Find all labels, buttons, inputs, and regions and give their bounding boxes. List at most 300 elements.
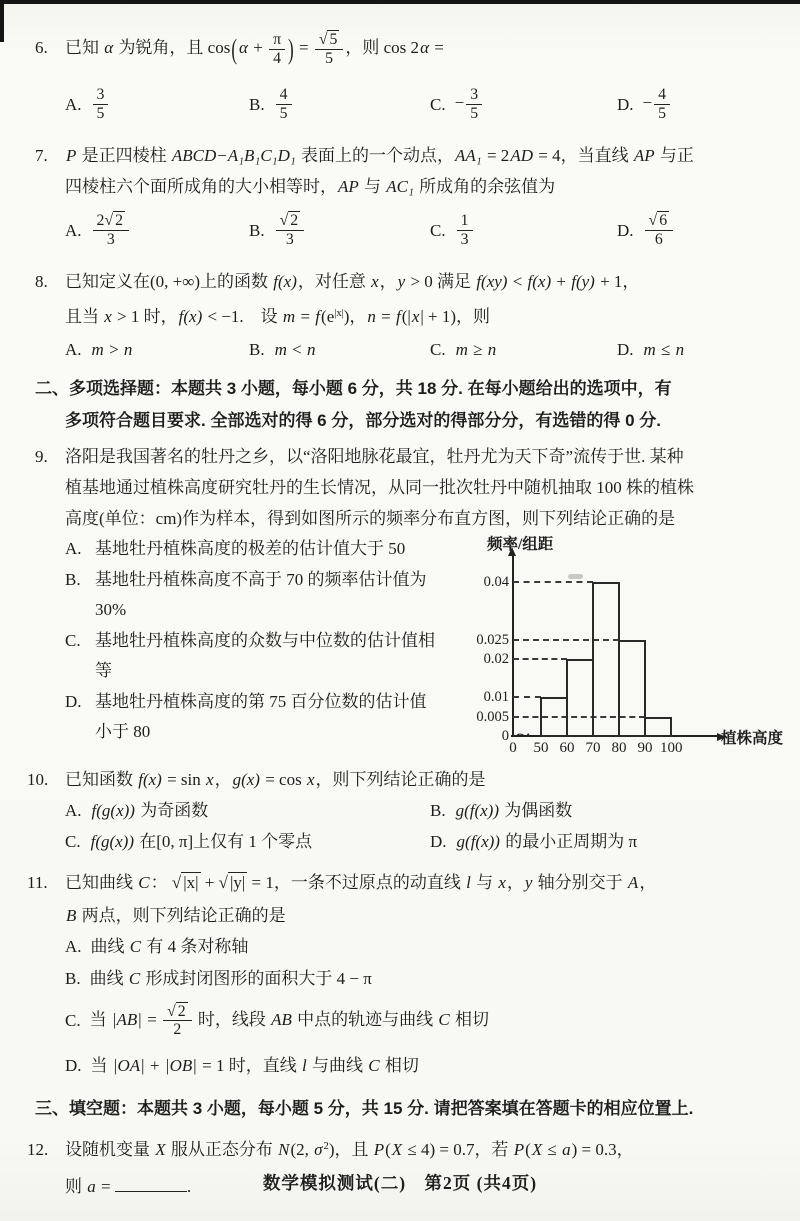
math-tx: ≤ (656, 339, 675, 359)
math-tx: ， (506, 872, 524, 892)
scan-edge-left (0, 0, 4, 42)
math-it: n (306, 339, 316, 359)
option-label: A. (65, 220, 82, 240)
math-it: AB (271, 1009, 292, 1029)
math-it: f(x) (138, 769, 162, 789)
question-10 (27, 764, 800, 857)
math-rad: |y| (229, 872, 246, 892)
math-tx: 已知曲线 (65, 872, 138, 892)
option-value (456, 826, 638, 857)
math-frac (645, 212, 674, 248)
math-tx: = sin (162, 769, 206, 789)
math-fd (93, 105, 109, 123)
math-tx: ， (639, 872, 657, 892)
math-it: x (104, 306, 112, 326)
math-tx: > (104, 339, 123, 359)
math-it: x (498, 872, 506, 892)
chart-xtick-label: 100 (660, 739, 683, 756)
math-tx: ( (385, 1139, 391, 1159)
question-6-options (65, 76, 800, 132)
math-it: x (411, 306, 420, 326)
math-it: m (643, 339, 656, 359)
chart-xtick-label: 80 (611, 739, 627, 756)
math-it: AP (338, 177, 359, 197)
question-stem (65, 1129, 634, 1168)
math-it: C (129, 936, 142, 956)
math-bigp: ( (231, 33, 238, 65)
question-number: 9. (35, 446, 48, 466)
math-tx: 设随机变量 (65, 1139, 155, 1159)
option-a (65, 76, 249, 132)
math-it: a (562, 1139, 571, 1159)
math-fd (654, 105, 670, 123)
option-value (643, 334, 686, 365)
math-it: C (128, 968, 141, 988)
math-it: y (397, 272, 406, 292)
math-tx: 与 (471, 872, 498, 892)
math-tx: 与 (359, 177, 386, 197)
math-tx: ≥ (468, 339, 487, 359)
question-6-stem-line (35, 22, 800, 76)
section-3-header (35, 1093, 800, 1125)
chart-ytick-label: 0 (501, 727, 509, 744)
question-7-options (65, 202, 800, 258)
math-tx: 5 (470, 104, 479, 122)
math-it: A (627, 872, 639, 892)
math-rsign: √ (104, 211, 114, 229)
math-tx: 中点的轨迹与曲线 (292, 1009, 438, 1029)
math-tx: )， (343, 306, 367, 326)
math-tx: ， (379, 272, 397, 292)
option-a (65, 534, 441, 564)
option-label: B. (65, 968, 81, 988)
question-number: 10. (27, 769, 49, 789)
option-value (90, 1003, 489, 1039)
option-b (65, 963, 800, 995)
math-fd (276, 231, 305, 249)
math-it: g(x) (232, 769, 260, 789)
math-tx: 2 (96, 211, 105, 229)
math-tx: = 1，一条不过原点的动直线 (247, 872, 466, 892)
math-tx: (e (321, 306, 335, 326)
math-tx: 时，线段 (193, 1009, 271, 1029)
math-tx: 是正四棱柱 (77, 146, 171, 166)
question-number: 8. (35, 272, 48, 292)
question-stem: 洛阳是我国著名的牡丹之乡，以“洛阳地脉花最宜，牡丹尤为天下奇”流传于世. 某种 (65, 446, 684, 466)
math-tx: | + 1)，则 (420, 306, 491, 326)
math-it: C (138, 872, 150, 892)
math-tx: 表面上的一个动点， (296, 146, 455, 166)
math-fn (93, 86, 109, 105)
math-tx: − (642, 92, 653, 112)
math-frac (269, 31, 285, 67)
math-it: l (466, 872, 471, 892)
section-2-header-line: 多项符合题目要求. 全部选对的得 6 分，部分选对的得部分分，有选错的得 0 分. (65, 410, 661, 430)
math-tx: < (508, 272, 527, 292)
option-d (65, 1047, 800, 1085)
math-tx: ，则 cos 2 (345, 38, 420, 57)
math-rsign: √ (218, 872, 228, 892)
math-sqrt (104, 211, 125, 229)
math-rsign: √ (171, 872, 182, 892)
math-fn (276, 212, 305, 231)
question-number: 7. (35, 146, 48, 166)
math-fn (163, 1003, 192, 1022)
math-tx: ≤ 4) = 0.7，若 (403, 1139, 513, 1159)
math-sqrt (280, 211, 301, 229)
math-tx: 曲线 (90, 936, 129, 956)
question-7 (35, 140, 800, 258)
math-sqrt (319, 30, 340, 48)
math-fd (457, 231, 473, 249)
option-value (274, 334, 317, 365)
chart-gridline (513, 696, 541, 698)
math-tx: = (430, 38, 444, 57)
math-tx: = (296, 306, 315, 326)
option-value (643, 212, 676, 248)
math-it: f (396, 306, 401, 326)
math-it: C (438, 1009, 450, 1029)
math-it: l (302, 1055, 307, 1075)
option-label: A. (65, 339, 82, 359)
math-it: f (315, 306, 321, 326)
option-label: D. (430, 831, 447, 851)
math-tx: ，对任意 (297, 272, 371, 292)
math-tx: ( (525, 1139, 531, 1159)
math-it: n (487, 339, 497, 359)
option-value (91, 795, 209, 826)
option-d (617, 334, 800, 365)
option-c (65, 626, 441, 686)
question-8-options (65, 334, 800, 365)
math-it: AC₁ (386, 177, 414, 197)
math-it: f(x) (527, 272, 552, 292)
math-tx: 与曲线 (307, 1055, 368, 1075)
math-rsign: √ (167, 1002, 176, 1020)
chart-bar (540, 697, 568, 737)
math-tx: < (287, 339, 306, 359)
math-tx: 的最小正周期为 π (500, 831, 638, 851)
section-3-header-line: 三、填空题：本题共 3 小题，每小题 5 分，共 15 分. 请把答案填在答题卡的相应位置上. (35, 1098, 694, 1118)
math-it: a (87, 1176, 96, 1196)
math-fd (163, 1021, 192, 1039)
option-b (249, 76, 430, 132)
math-it: N (278, 1139, 290, 1159)
option-c (65, 995, 800, 1047)
question-7-stem-line (35, 140, 800, 171)
math-it: X (155, 1139, 166, 1159)
question-6 (35, 22, 800, 132)
math-it: x (371, 272, 379, 292)
math-tx: + (145, 1055, 164, 1075)
math-tx: 四棱柱六个面所成角的大小相等时， (65, 177, 337, 197)
math-tx: = 2 (482, 146, 510, 166)
option-label: A. (65, 94, 82, 114)
option-a (65, 334, 249, 365)
option-b (249, 202, 430, 258)
option-b (249, 334, 430, 365)
math-tx: ≤ (543, 1139, 562, 1159)
option-label: B. (249, 94, 265, 114)
math-tx: 已知定义在(0, +∞)上的函数 (65, 272, 273, 292)
option-c (430, 76, 617, 132)
option-d (617, 202, 800, 258)
question-10-options (65, 795, 800, 857)
option-label: D. (617, 220, 634, 240)
math-tx: 形成封闭图形的面积大于 4 − π (141, 968, 372, 988)
question-8-stem-line (35, 266, 800, 297)
math-fn (269, 31, 285, 50)
math-tx: 服从正态分布 (166, 1139, 278, 1159)
math-it: f(g(x)) (91, 800, 135, 820)
math-tx: > 1 时， (112, 306, 178, 326)
math-tx: 所成角的余弦值为 (414, 177, 556, 197)
math-tx: 4 (658, 85, 667, 103)
math-it: m (282, 306, 296, 326)
option-text: 基地牡丹植株高度的众数与中位数的估计值相等 (95, 630, 435, 680)
question-11-stem-line (65, 900, 800, 931)
math-it: g(f(x)) (455, 800, 500, 820)
math-tx: ) = 0.3， (571, 1139, 634, 1159)
math-tx: 4 (279, 85, 288, 103)
math-rsign: √ (279, 211, 289, 229)
math-tx: (| (401, 306, 411, 326)
math-fd (276, 105, 292, 123)
chart-gridline (513, 658, 567, 660)
question-9 (35, 441, 800, 756)
question-stem (65, 140, 694, 171)
math-it: n (123, 339, 133, 359)
chart-plot-area (476, 564, 713, 756)
math-fd (466, 105, 482, 123)
math-tx: > 0 满足 (406, 272, 476, 292)
option-value (455, 212, 475, 248)
question-9-options (65, 534, 441, 756)
math-frac (315, 31, 344, 67)
math-tx: 为偶函数 (500, 800, 573, 820)
option-label: C. (430, 220, 446, 240)
option-label: D. (617, 94, 634, 114)
option-label: C. (430, 339, 446, 359)
math-tx: 曲线 (89, 968, 128, 988)
option-text: 基地牡丹植株高度不高于 70 的频率估计值为 30% (95, 569, 427, 619)
option-label: B. (249, 220, 265, 240)
math-tx: 轴分别交于 (533, 872, 627, 892)
question-11-stem-line (27, 865, 800, 900)
math-it: B (66, 905, 77, 925)
option-label: D. (617, 339, 634, 359)
option-value (455, 334, 498, 365)
math-it: AP (633, 146, 655, 166)
option-b (430, 795, 800, 826)
math-fd (269, 50, 285, 68)
math-it: |OB| (164, 1055, 197, 1075)
math-tx: + 1， (595, 272, 640, 292)
math-tx: 已知函数 (65, 769, 138, 789)
chart-xtick-label: 70 (585, 739, 601, 756)
math-it: α (420, 38, 429, 57)
math-it: f(g(x)) (90, 831, 135, 851)
math-fd (645, 231, 674, 249)
math-tx: 5 (96, 104, 105, 122)
math-tx: 有 4 条对称轴 (142, 936, 249, 956)
option-value (455, 86, 485, 122)
question-10-stem-line (27, 764, 800, 795)
math-tx: 2 (173, 1021, 182, 1039)
math-tx: 为锐角，且 cos (114, 38, 231, 57)
scan-edge-top (0, 0, 800, 4)
math-tx: 为奇函数 (135, 800, 209, 820)
math-tx: ，则下列结论正确的是 (315, 769, 486, 789)
math-frac (466, 86, 482, 122)
math-rsign: √ (318, 31, 328, 49)
option-a (65, 202, 249, 258)
chart-ytick-label: 0.005 (476, 708, 509, 725)
math-it: P (513, 1139, 525, 1159)
math-it: m (274, 339, 287, 359)
option-a (65, 795, 430, 826)
math-tx: 4 (273, 49, 281, 67)
option-text: 基地牡丹植株高度的第 75 百分位数的估计值小于 80 (95, 691, 427, 741)
math-tx: ， (214, 769, 232, 789)
option-value (274, 212, 307, 248)
option-label: A. (65, 538, 82, 558)
math-it: α (104, 38, 114, 57)
question-8 (35, 266, 800, 365)
math-it: x (206, 769, 214, 789)
math-tx: + (552, 272, 571, 292)
math-rsign: √ (648, 211, 658, 229)
option-value (643, 86, 673, 122)
math-it: |AB| (111, 1009, 142, 1029)
option-c (65, 826, 430, 857)
math-tx: 当 (90, 1055, 112, 1075)
math-tx: 与正 (655, 146, 694, 166)
math-tx: 两点，则下列结论正确的是 (77, 905, 286, 925)
math-tx: 且当 (65, 306, 104, 326)
math-it: n (675, 339, 685, 359)
math-rad: 2 (177, 1002, 186, 1020)
chart-xtick-label: 0 (509, 739, 517, 756)
question-7-stem-line (65, 171, 800, 202)
math-it: m (455, 339, 468, 359)
chart-bar (644, 717, 672, 737)
math-tx: . (186, 1176, 192, 1196)
question-11 (27, 865, 800, 1085)
math-it: C (368, 1055, 380, 1075)
math-rad: 2 (115, 211, 124, 229)
chart-axis-break: ~ (516, 727, 530, 744)
option-value (91, 931, 249, 963)
math-it: X (391, 1139, 403, 1159)
math-it: f(xy) (476, 272, 508, 292)
math-tx: 则 (65, 1176, 87, 1196)
math-frac (457, 212, 473, 248)
math-tx: 相切 (380, 1055, 419, 1075)
question-9-stem-line: 植基地通过植株高度研究牡丹的生长情况，从同一批次牡丹中随机抽取 100 株的植株 (65, 477, 694, 497)
math-tx: + (248, 38, 268, 57)
option-label: A. (65, 800, 82, 820)
chart-y-axis-title: 频率/组距 (487, 535, 554, 553)
option-label: B. (249, 339, 265, 359)
math-it: n (367, 306, 376, 326)
option-label: D. (65, 1055, 82, 1075)
chart-xtick-label: 50 (533, 739, 549, 756)
math-tx: = (294, 38, 313, 57)
math-tx: 在[0, π]上仅有 1 个零点 (135, 831, 313, 851)
option-value (91, 212, 131, 248)
math-tx: )，且 (328, 1139, 373, 1159)
option-label: C. (65, 831, 81, 851)
math-rad: 6 (659, 211, 668, 229)
math-fn (654, 86, 670, 105)
option-label: C. (65, 1010, 81, 1030)
option-label: C. (430, 94, 446, 114)
option-value (455, 795, 573, 826)
option-d (617, 76, 800, 132)
math-it: P (373, 1139, 385, 1159)
math-it: P (66, 146, 77, 166)
question-9-body (65, 534, 800, 756)
math-fn (93, 212, 129, 231)
math-frac (93, 212, 129, 248)
math-sup: 2 (323, 1140, 329, 1152)
math-frac (276, 212, 305, 248)
option-label: C. (65, 630, 81, 650)
math-tx: = (142, 1009, 162, 1029)
option-d (65, 687, 441, 747)
math-it: y (524, 872, 533, 892)
math-fn (315, 31, 344, 50)
chart-xtick-label: 90 (637, 739, 653, 756)
math-tx: 当 (89, 1009, 111, 1029)
question-stem (65, 764, 486, 795)
math-fd (315, 50, 344, 68)
question-9-stem-line (35, 441, 800, 472)
option-d (430, 826, 800, 857)
math-sup: |x| (334, 308, 344, 320)
question-8-stem-line (65, 297, 800, 334)
chart-ytick-label: 0.04 (483, 573, 509, 590)
math-tx: π (273, 31, 282, 49)
option-value (90, 826, 313, 857)
section-2-header (35, 373, 800, 437)
question-12-stem-line (27, 1129, 800, 1168)
question-number: 12. (27, 1139, 49, 1159)
math-tx: 5 (279, 104, 288, 122)
math-fd (93, 231, 129, 249)
page-footer: 数学模拟测试(二) 第2页 (共4页) (262, 1173, 538, 1193)
chart-ytick-label: 0.02 (483, 650, 509, 667)
option-c (430, 334, 617, 365)
scan-smudge (568, 574, 583, 579)
option-b (65, 565, 441, 625)
math-tx: = cos (260, 769, 306, 789)
math-it: AA₁ (455, 146, 482, 166)
chart-xtick-label: 60 (559, 739, 575, 756)
math-tx: = (96, 1176, 115, 1196)
math-tx: 6 (654, 230, 663, 248)
math-tx: 3 (460, 230, 469, 248)
math-it: g(f(x)) (456, 831, 500, 851)
chart-bar (592, 582, 620, 737)
math-bigp: ) (288, 33, 294, 65)
math-tx: = (376, 306, 395, 326)
chart-ytick-label: 0.025 (476, 631, 509, 648)
math-tx: − (454, 92, 465, 112)
chart-bar (566, 659, 594, 737)
math-fn (645, 212, 674, 231)
